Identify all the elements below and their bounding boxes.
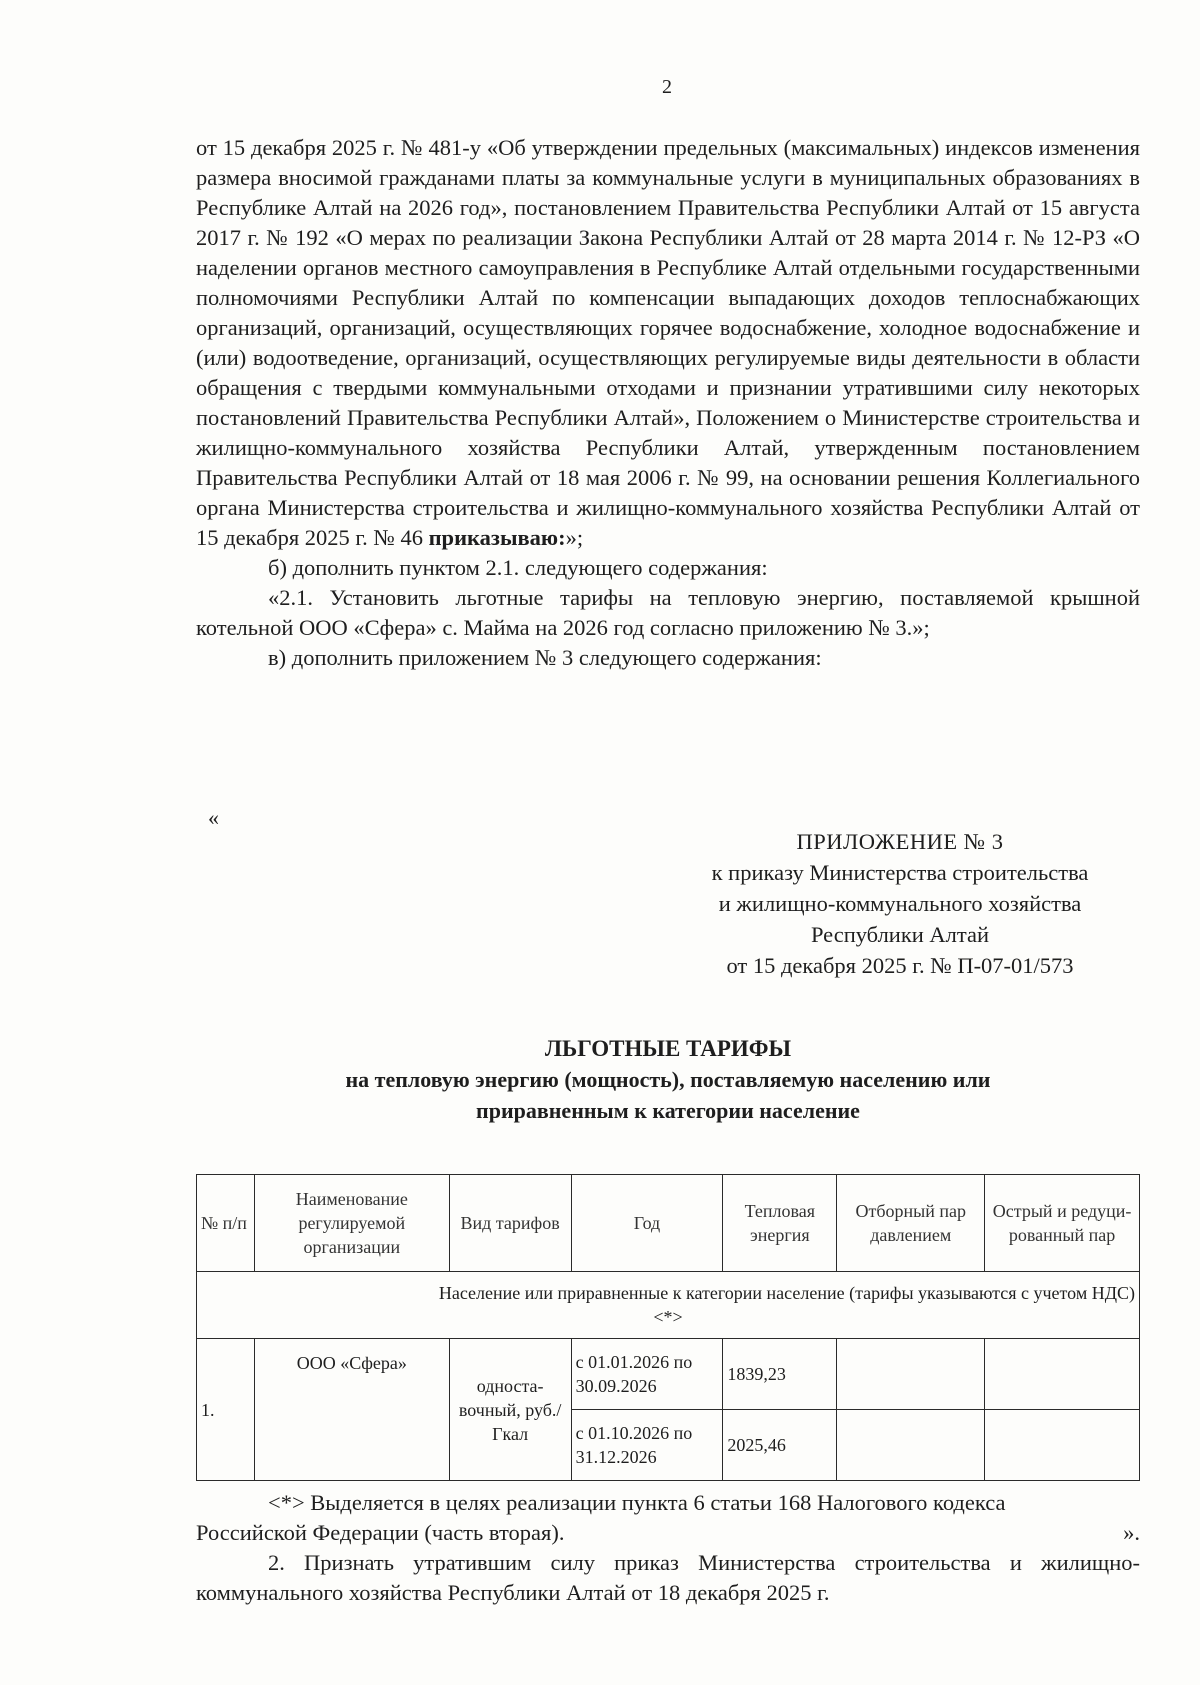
tariff-table [196, 1174, 1140, 1481]
col-header-heat-energy: Тепловая энергия [723, 1175, 837, 1272]
section-cell [197, 1272, 1140, 1339]
cell-selected-steam-1 [837, 1339, 985, 1410]
cell-sharp-steam-2 [985, 1410, 1140, 1481]
table-header-row [197, 1175, 1140, 1272]
preamble-text: от 15 декабря 2025 г. № 481-у «Об утверждении предельных (максимальных) индексов изменения размера вносимой гражданами платы за коммунальные услуги в муниципальных образованиях в Республике Алтай на 2026 год», постановлением Правительства Республики Алтай от 15 августа 2017 г. № 192 «О мерах по реализации Закона Республики Алтай от 28 марта 2014 г. № 12-РЗ «О наделении органов местного самоуправления в Республике Алтай отдельными государственными полномочиями Республики Алтай по компенсации выпадающих доходов теплоснабжающих организаций, организаций, осуществляющих горячее водоснабжение, холодное водоснабжение и (или) водоотведение, организаций, осуществляющих регулируемые виды деятельности в области обращения с твердыми коммунальными отходами и признании утратившими силу некоторых постановлений Правительства Республики Алтай», Положением о Министерстве строительства и жилищно-коммунального хозяйства Республики Алтай, утвержденным постановлением Правительства Республики Алтай от 18 мая 2006 г. № 99, на основании решения Коллегиального органа Министерства строительства и жилищно-коммунального хозяйства Республики Алтай от 15 декабря 2025 г. № 46 [196, 135, 1140, 550]
document-heading [196, 1033, 1140, 1126]
col-header-sharp-steam: Острый и редуци-рованный пар [985, 1175, 1140, 1272]
col-header-selected-steam: Отборный пар давлением [837, 1175, 985, 1272]
paragraph-c: в) дополнить приложением № 3 следующего содержания: [268, 645, 822, 670]
col-header-year: Год [571, 1175, 723, 1272]
footnote-text-2: Российской Федерации (часть вторая). [196, 1520, 565, 1545]
paragraph-preamble [196, 133, 1140, 553]
col-header-organization: Наименование регулируемой организации [254, 1175, 449, 1272]
cell-period-1: с 01.01.2026 по 30.09.2026 [571, 1339, 723, 1410]
cell-value-2: 2025,46 [723, 1410, 837, 1481]
paragraph-b: б) дополнить пунктом 2.1. следующего содержания: [268, 555, 768, 580]
footnote-close-quote: ». [1123, 1520, 1140, 1545]
appendix-line-4: от 15 декабря 2025 г. № П-07-01/573 [726, 953, 1074, 978]
section-label: Население или приравненные к категории население (тарифы указываются с учетом НДС) [438, 1283, 1135, 1303]
appendix-line-2: и жилищно-коммунального хозяйства [718, 891, 1082, 916]
footnote-block [196, 1488, 1140, 1608]
appendix-line-3: Республики Алтай [810, 922, 990, 947]
footnote-line-2 [196, 1518, 1140, 1548]
heading-title: ЛЬГОТНЫЕ ТАРИФЫ [544, 1036, 792, 1061]
cell-number: 1. [197, 1339, 255, 1481]
order-close: »; [565, 525, 584, 550]
appendix-title: ПРИЛОЖЕНИЕ № 3 [796, 829, 1004, 854]
appendix-block [640, 826, 1160, 981]
cell-sharp-steam-1 [985, 1339, 1140, 1410]
cell-selected-steam-2 [837, 1410, 985, 1481]
open-quote: « [208, 805, 219, 830]
page-number: 2 [662, 76, 672, 98]
table-section-row [197, 1272, 1140, 1339]
col-header-number: № п/п [197, 1175, 255, 1272]
body-text [196, 133, 1140, 673]
heading-line-2: приравненным к категории население [476, 1098, 860, 1123]
cell-tariff-type: односта-вочный, руб./Гкал [449, 1339, 571, 1481]
heading-line-1: на тепловую энергию (мощность), поставляемую населению или [345, 1067, 991, 1092]
footnote-text: <*> Выделяется в целях реализации пункта 6 статьи 168 Налогового кодекса [268, 1490, 1006, 1515]
appendix-line-1: к приказу Министерства строительства [711, 860, 1089, 885]
cell-value-1: 1839,23 [723, 1339, 837, 1410]
paragraph-b-quote: «2.1. Установить льготные тарифы на тепловую энергию, поставляемой крышной котельной ООО «Сфера» с. Майма на 2026 год согласно приложению № 3.»; [196, 585, 1140, 640]
table-row [197, 1339, 1140, 1410]
section-mark: <*> [653, 1307, 683, 1327]
cell-period-2: с 01.10.2026 по 31.12.2026 [571, 1410, 723, 1481]
col-header-tariff-type: Вид тарифов [449, 1175, 571, 1272]
paragraph-item-2: 2. Признать утратившим силу приказ Министерства строительства и жилищно-коммунального хозяйства Республики Алтай от 18 декабря 2025 г. [196, 1550, 1140, 1605]
cell-organization: ООО «Сфера» [254, 1339, 449, 1481]
order-word: приказываю: [428, 525, 566, 550]
